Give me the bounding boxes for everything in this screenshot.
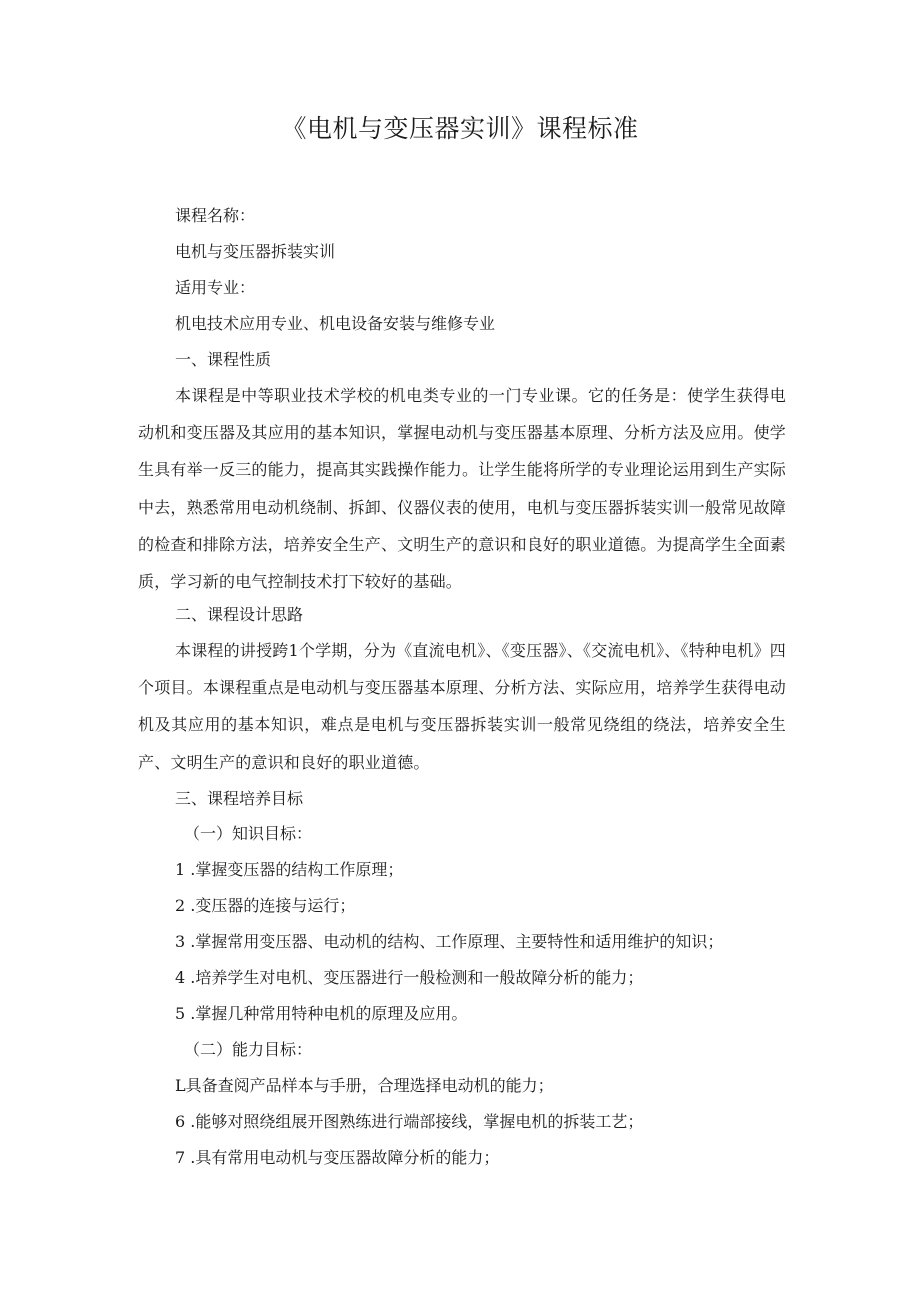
knowledge-item-5: 5 .掌握几种常用特种电机的原理及应用。 [175, 1004, 468, 1023]
knowledge-item-1: 1 .掌握变压器的结构工作原理； [175, 860, 404, 879]
knowledge-item-4: 4 .培养学生对电机、变压器进行一般检测和一般故障分析的能力； [175, 968, 644, 987]
ability-heading: （二）能力目标： [184, 1040, 313, 1059]
major-label: 适用专业： [175, 278, 256, 297]
section1-heading: 一、课程性质 [175, 350, 272, 369]
ability-item-2: 6 .能够对照绕组展开图熟练进行端部接线，掌握电机的拆装工艺； [175, 1112, 644, 1131]
ability-item-1: L具备查阅产品样本与手册，合理选择电动机的能力； [175, 1076, 554, 1095]
course-name-label: 课程名称： [175, 206, 256, 225]
major-value: 机电技术应用专业、机电设备安装与维修专业 [175, 314, 496, 333]
knowledge-item-2: 2 .变压器的连接与运行； [175, 896, 356, 915]
document-title: 《电机与变压器实训》课程标准 [281, 114, 639, 143]
knowledge-item-3: 3 .掌握常用变压器、电动机的结构、工作原理、主要特性和适用维护的知识； [175, 932, 724, 951]
section3-heading: 三、课程培养目标 [175, 789, 304, 808]
section1-body: 本课程是中等职业技术学校的机电类专业的一门专业课。它的任务是：使学生获得电动机和变压器及其应用的基本知识，掌握电动机与变压器基本原理、分析方法及应用。使学生具有举一反三的能力，提高其实践操作能力。让学生能将所学的专业理论运用到生产实际中去，熟悉常用电动机绕制、拆卸、仪器仪表的使用，电机与变压器拆装实训一般常见故障的检查和排除方法，培养安全生产、文明生产的意识和良好的职业道德。为提高学生全面素质，学习新的电气控制技术打下较好的基础。 [138, 386, 787, 592]
section2-body: 本课程的讲授跨1个学期，分为《直流电机》、《变压器》、《交流电机》、《特种电机》四个项目。本课程重点是电动机与变压器基本原理、分析方法、实际应用，培养学生获得电动机及其应用的基本知识，难点是电机与变压器拆装实训一般常见绕组的绕法，培养安全生产、文明生产的意识和良好的职业道德。 [138, 641, 787, 772]
knowledge-heading: （一）知识目标： [184, 824, 313, 843]
course-name-value: 电机与变压器拆装实训 [175, 242, 336, 261]
section2-heading: 二、课程设计思路 [175, 605, 304, 624]
ability-item-3: 7 .具有常用电动机与变压器故障分析的能力； [175, 1148, 500, 1167]
